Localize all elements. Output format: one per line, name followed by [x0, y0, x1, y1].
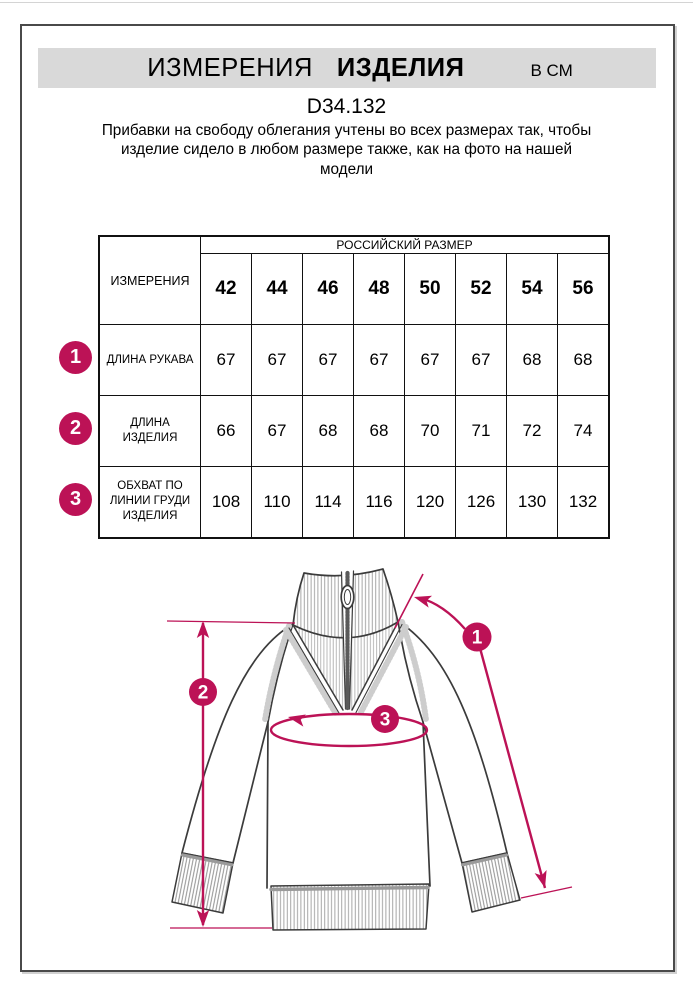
value-cell: 67: [252, 396, 303, 467]
value-cell: 71: [456, 396, 507, 467]
row-label-line: ДЛИНА РУКАВА: [106, 353, 194, 366]
value-cell: 120: [405, 467, 456, 538]
sleeve-extension-line: [395, 574, 423, 628]
value-cell: 110: [252, 467, 303, 538]
size-cell: 44: [252, 254, 303, 325]
sleeve-arrowhead-bottom: [535, 870, 551, 890]
zipper-pull-hole: [344, 590, 350, 605]
title-unit: В СМ: [530, 61, 573, 80]
corner-header: ИЗМЕРЕНИЯ: [99, 236, 201, 325]
value-cell: 67: [405, 325, 456, 396]
model-code: D34.132: [306, 95, 387, 118]
value-cell: 67: [201, 325, 252, 396]
row-label-line: ИЗДЕЛИЯ: [122, 432, 178, 444]
value-cell: 132: [558, 467, 610, 538]
value-cell: 67: [354, 325, 405, 396]
length-top-extension-line: [167, 621, 295, 623]
value-cell: 126: [456, 467, 507, 538]
size-cell: 50: [405, 254, 456, 325]
value-cell: 130: [507, 467, 558, 538]
row-label-line: ИЗДЕЛИЯ: [122, 510, 178, 523]
row-label-line: ОБХВАТ ПО: [117, 480, 183, 493]
diagram-badge-2-label: 2: [197, 682, 209, 704]
value-cell: 68: [354, 396, 405, 467]
title-word-garment: ИЗДЕЛИЯ: [336, 54, 465, 82]
row-label-line: ДЛИНА: [130, 417, 170, 430]
value-cell: 70: [405, 396, 456, 467]
value-cell: 67: [456, 325, 507, 396]
cuff-extension-line: [521, 887, 572, 898]
fit-note-line: изделие сидело в любом размере также, как на фото на нашей: [120, 141, 573, 159]
row-marker-badge-1: 1: [59, 341, 92, 374]
value-cell: 108: [201, 467, 252, 538]
size-cell: 48: [354, 254, 405, 325]
value-cell: 74: [558, 396, 610, 467]
size-cell: 42: [201, 254, 252, 325]
row-marker-badge-3: 3: [59, 483, 92, 516]
sweater-sketch: [172, 569, 520, 930]
value-cell: 68: [558, 325, 610, 396]
value-cell: 67: [252, 325, 303, 396]
diagram-badge-1-label: 1: [471, 627, 483, 649]
size-group-header: РОССИЙСКИЙ РАЗМЕР: [201, 236, 610, 254]
size-cell: 52: [456, 254, 507, 325]
row-marker-badge-2: 2: [59, 412, 92, 445]
diagram-badge-3-label: 3: [379, 709, 391, 731]
fit-note-line: Прибавки на свободу облегания учтены во всех размерах так, чтобы: [101, 122, 592, 139]
row-label-line: ЛИНИИ ГРУДИ: [109, 495, 191, 508]
hem-top-edge: [271, 888, 428, 890]
size-cell: 56: [558, 254, 610, 325]
title-word-measurements: ИЗМЕРЕНИЯ: [147, 54, 313, 82]
value-cell: 114: [303, 467, 354, 538]
fit-note-line: модели: [319, 160, 374, 178]
sleeve-arrowhead-top: [412, 591, 432, 608]
hem-band: [271, 884, 429, 930]
size-cell: 54: [507, 254, 558, 325]
size-cell: 46: [303, 254, 354, 325]
value-cell: 68: [303, 396, 354, 467]
body-left-edge: [267, 722, 268, 888]
value-cell: 72: [507, 396, 558, 467]
value-cell: 66: [201, 396, 252, 467]
value-cell: 116: [354, 467, 405, 538]
value-cell: 68: [507, 325, 558, 396]
value-cell: 67: [303, 325, 354, 396]
